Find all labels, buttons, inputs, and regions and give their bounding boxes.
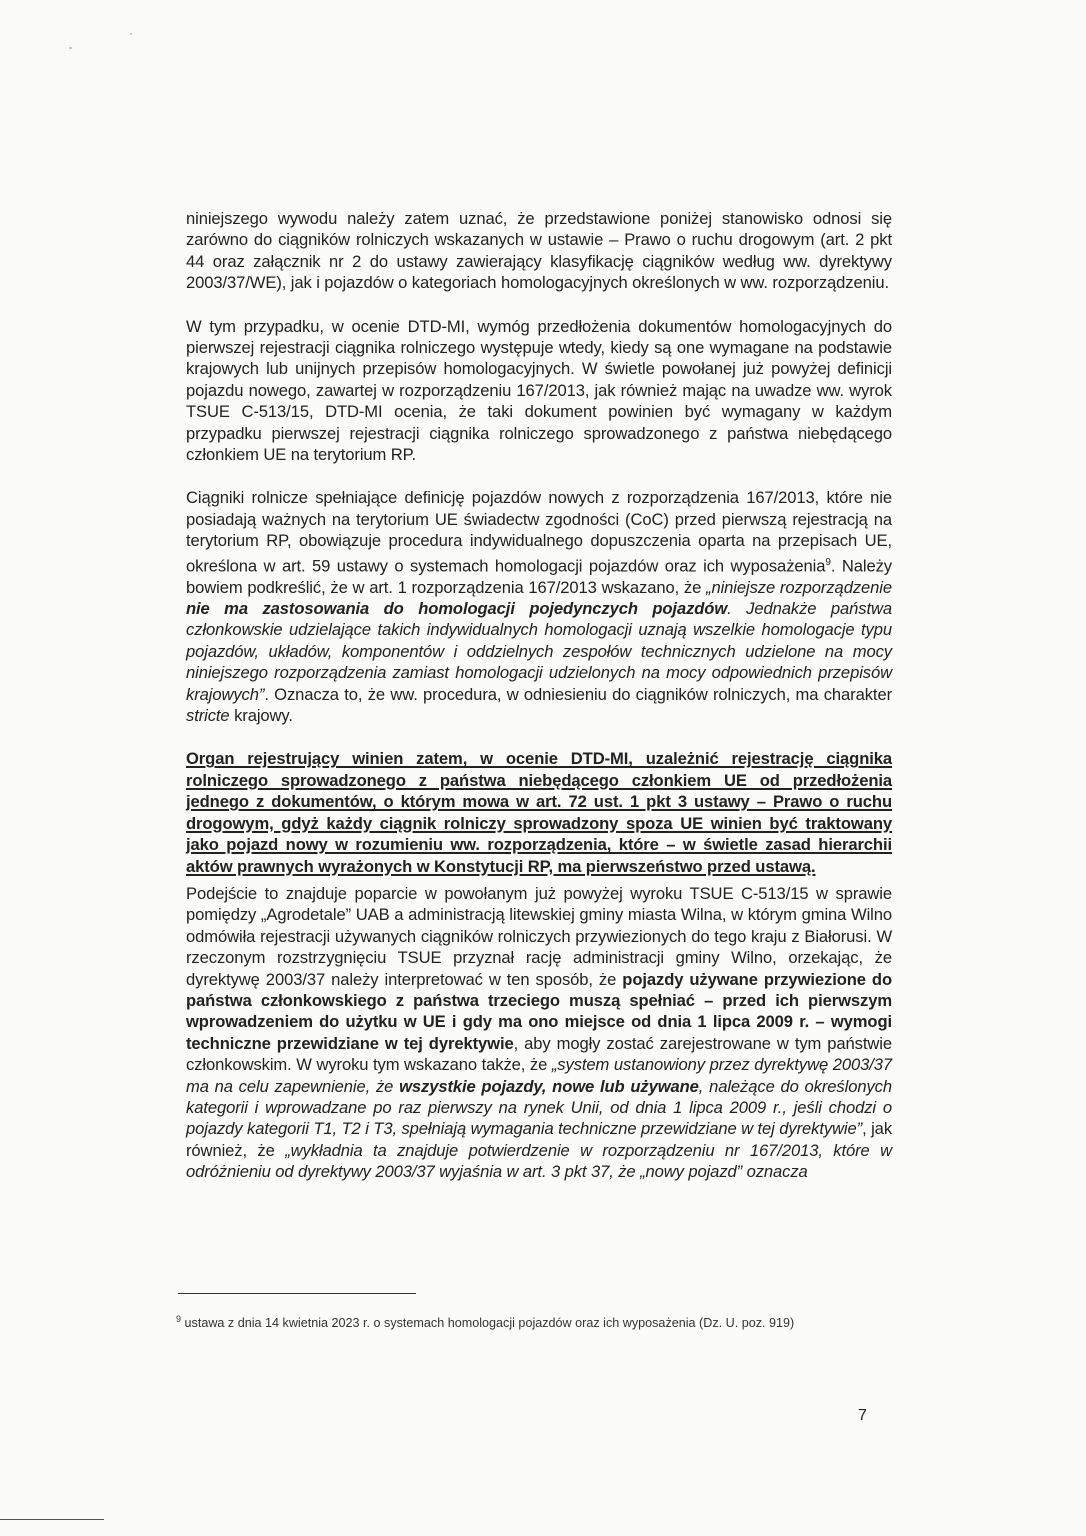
text-segment: . Jednakże państwa członkowskie udzielające takich indywidualnych homologacji uznają wszelkie homologacje typu pojazdów, układów, komponentów i oddzielnych zespołów technicznych udzielone na mocy niniejszego rozporządzenia zamiast homologacji udzielonych na mocy odpowiednich przepisów krajowych” [186,599,892,704]
text-segment: , jak również, że [186,1119,893,1160]
text-segment: Podejście to znajduje poparcie w powołanym już powyżej wyroku TSUE C-513/15 w sprawie pomiędzy „Agrodetale” UAB a administracją litewskiej gminy miasta Wilna, w którym gmina Wilno odmówiła rejestracji używanych ciągników rolniczych przywiezionych do tego kraju z Białorusi. W rzeczonym rozstrzygnięciu TSUE przyznał rację administracji gminy Wilno, orzekając, że dyrektywę 2003/37 należy interpretować w ten sposób, że [186,883,892,989]
body-text [186,208,892,1205]
text-segment: „wykładnia ta znajduje potwierdzenie w rozporządzeniu nr 167/2013, które w odróżnieniu od dyrektywy 2003/37 wyjaśnia w art. 3 pkt 37, że „nowy pojazd” oznacza [186,1140,892,1182]
footnote-text: ustawa z dnia 14 kwietnia 2023 r. o systemach homologacji pojazdów oraz ich wyposażenia (Dz. U. poz. 919) [184,1316,795,1331]
scan-speck [130,33,132,35]
footnote-reference: 9 [825,556,831,568]
scan-speck [69,47,72,49]
scan-edge-line [0,1519,104,1520]
text-segment: stricte [186,706,230,726]
text-segment: Organ rejestrujący winien zatem, w ocenie DTD-MI, uzależnić rejestrację ciągnika rolniczego sprowadzonego z państwa niebędącego członkiem UE od przedłożenia jednego z dokumentów, o którym mowa w art. 72 ust. 1 pkt 3 ustawy – Prawo o ruchu drogowym, gdyż każdy ciągnik rolniczy sprowadzony spoza UE winien być traktowany jako pojazd nowy w rozumieniu ww. rozporządzenia, które – w świetle zasad hierarchii aktów prawnych wyrażonych w Konstytucji RP, ma pierwszeństwo przed ustawą. [186,749,892,876]
paragraph [186,487,892,726]
text-segment: nie ma zastosowania do homologacji pojedynczych pojazdów [186,599,728,619]
page-number: 7 [858,1407,867,1424]
text-segment: pojazdy używane przywiezione do państwa członkowskiego z państwa trzeciego muszą spełniać – przed ich pierwszym wprowadzeniem do użytku w UE i gdy ma ono miejsce od dnia 1 lipca 2009 r. – wymogi techniczne przewidziane w tej dyrektywie [186,969,893,1053]
paragraph [186,883,892,1183]
text-segment: , aby mogły zostać zarejestrowane w tym państwie członkowskim. W wyroku tym wskazano także, że [186,1033,892,1075]
text-segment: „niniejsze rozporządzenie [706,577,892,597]
text-segment: . Należy bowiem podkreślić, że w art. 1 rozporządzenia 167/2013 wskazano, że [186,556,892,597]
footnote-separator [178,1293,416,1294]
text-segment: Ciągniki rolnicze spełniające definicję pojazdów nowych z rozporządzenia 167/2013, które nie posiadają ważnych na terytorium UE świadectw zgodności (CoC) przed pierwszą rejestracją na terytorium RP, obowiązuje procedura indywidualnego dopuszczenia oparta na przepisach UE, określona w art. 59 ustawy o systemach homologacji pojazdów oraz ich wyposażenia [186,488,892,576]
text-segment: krajowy. [229,706,293,726]
text-segment: , należące do określonych kategorii i wprowadzane po raz pierwszy na rynek Unii, od dnia 1 lipca 2009 r., jeśli chodzi o pojazdy kategorii T1, T2 i T3, spełniają wymagania techniczne przewidziane w tej dyrektywie” [186,1076,892,1139]
text-segment: „system ustanowiony przez dyrektywę 2003/37 ma na celu zapewnienie, że [186,1055,892,1096]
text-segment: W tym przypadku, w ocenie DTD-MI, wymóg przedłożenia dokumentów homologacyjnych do pierwszej rejestracji ciągnika rolniczego występuje wtedy, kiedy są one wymagane na podstawie krajowych lub unijnych przepisów homologacyjnych. W świetle powołanej już powyżej definicji pojazdu nowego, zawartej w rozporządzeniu 167/2013, jak również mając na uwadze ww. wyrok TSUE C-513/15, DTD-MI ocenia, że taki dokument powinien być wymagany w każdym przypadku pierwszej rejestracji ciągnika rolniczego sprowadzonego z państwa niebędącego członkiem UE na terytorium RP. [186,316,892,465]
paragraph [186,208,892,294]
footnote [176,1311,896,1331]
paragraph [186,316,892,466]
text-segment: . Oznacza to, że ww. procedura, w odniesieniu do ciągników rolniczych, ma charakter [264,684,892,704]
text-segment: wszystkie pojazdy, nowe lub używane [399,1076,699,1096]
paragraph [186,748,892,876]
text-segment: niniejszego wywodu należy zatem uznać, że przedstawione poniżej stanowisko odnosi się zarówno do ciągników rolniczych wskazanych w ustawie – Prawo o ruchu drogowym (art. 2 pkt 44 oraz załącznik nr 2 do ustawy zawierający klasyfikację ciągników według ww. dyrektywy 2003/37/WE), jak i pojazdów o kategoriach homologacyjnych określonych w ww. rozporządzeniu. [186,209,892,293]
footnote-number: 9 [176,1314,182,1324]
